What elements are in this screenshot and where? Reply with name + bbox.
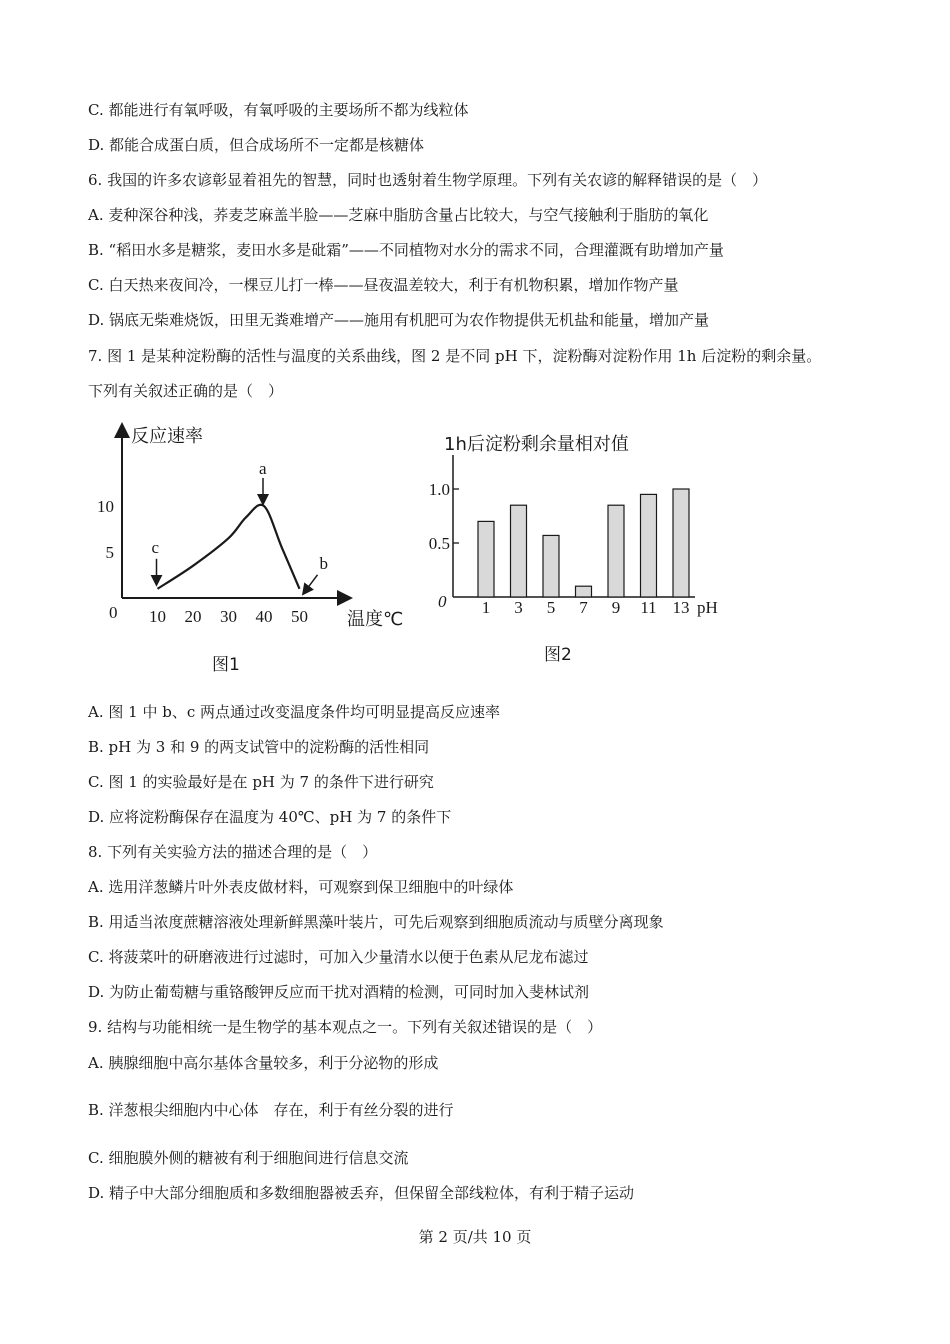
figure-2-label: 图2 xyxy=(544,645,572,665)
origin-label: 0 xyxy=(438,592,447,611)
page-footer: 第 2 页/共 10 页 xyxy=(418,1228,532,1246)
text-line: C. 将菠菜叶的研磨液进行过滤时，可加入少量清水以便于色素从尼龙布滤过 xyxy=(88,948,589,966)
question-7-stem: 7. 图 1 是某种淀粉酶的活性与温度的关系曲线，图 2 是不同 pH 下，淀粉酶对淀粉作用 1h 后淀粉的剩余量。 xyxy=(88,347,822,365)
figure-1-label: 图1 xyxy=(212,655,240,675)
text-line: C. 图 1 的实验最好是在 pH 为 7 的条件下进行研究 xyxy=(88,773,434,791)
text-line: B. 洋葱根尖细胞内中心体 存在，利于有丝分裂的进行 xyxy=(88,1101,454,1119)
text-line: C. 细胞膜外侧的糖被有利于细胞间进行信息交流 xyxy=(88,1149,409,1167)
x-tick-label: 1 xyxy=(481,598,491,617)
annotation-label: b xyxy=(319,553,328,573)
y-tick-label: 10 xyxy=(97,497,114,516)
text-line: A. 图 1 中 b、c 两点通过改变温度条件均可明显提高反应速率 xyxy=(88,703,500,721)
x-tick-label: 11 xyxy=(640,598,657,617)
text-line: A. 胰腺细胞中高尔基体含量较多，利于分泌物的形成 xyxy=(88,1054,439,1072)
x-tick-label: 9 xyxy=(611,598,621,617)
y-tick-label: 5 xyxy=(105,543,114,562)
x-axis-label: pH xyxy=(697,598,718,617)
x-tick-label: 7 xyxy=(579,598,588,617)
annotation-label: c xyxy=(151,537,160,557)
x-axis-label: 温度℃ xyxy=(347,609,404,630)
question-8-stem: 8. 下列有关实验方法的描述合理的是（ ） xyxy=(88,843,378,861)
figure-2-chart xyxy=(420,425,740,625)
x-tick-label: 20 xyxy=(184,607,202,626)
text-line: B. 用适当浓度蔗糖溶液处理新鲜黑藻叶装片，可先后观察到细胞质流动与质壁分离现象 xyxy=(88,913,664,931)
bar xyxy=(576,586,592,597)
x-tick-label: 3 xyxy=(514,598,523,617)
x-tick-label: 13 xyxy=(672,598,690,617)
annotation-label: a xyxy=(259,459,267,478)
text-line: 下列有关叙述正确的是（ ） xyxy=(88,382,284,400)
text-line: A. 选用洋葱鳞片叶外表皮做材料，可观察到保卫细胞中的叶绿体 xyxy=(88,878,514,896)
text-line: C. 白天热来夜间冷，一棵豆儿打一棒——昼夜温差较大，利于有机物积累，增加作物产量 xyxy=(88,276,679,294)
bar xyxy=(543,535,559,597)
text-line: D. 为防止葡萄糖与重铬酸钾反应而干扰对酒精的检测，可同时加入斐林试剂 xyxy=(88,983,590,1001)
x-tick-label: 30 xyxy=(220,607,237,626)
x-tick-label: 5 xyxy=(546,598,556,617)
text-line: D. 应将淀粉酶保存在温度为 40℃、pH 为 7 的条件下 xyxy=(88,808,452,826)
annotation-arrow xyxy=(306,575,318,591)
text-line: C. 都能进行有氧呼吸，有氧呼吸的主要场所不都为线粒体 xyxy=(88,101,469,119)
text-line: D. 都能合成蛋白质，但合成场所不一定都是核糖体 xyxy=(88,136,425,154)
bar xyxy=(673,489,689,597)
bar xyxy=(608,505,624,597)
text-line: A. 麦种深谷种浅，荞麦芝麻盖半脸——芝麻中脂肪含量占比较大，与空气接触利于脂肪的氧化 xyxy=(88,206,709,224)
y-axis-label: 反应速率 xyxy=(131,426,203,447)
y-axis-label: 1h后淀粉剩余量相对值 xyxy=(444,434,629,455)
x-tick-label: 40 xyxy=(255,607,273,626)
y-tick-label: 0.5 xyxy=(428,534,450,553)
text-line: D. 精子中大部分细胞质和多数细胞器被丢弃，但保留全部线粒体，有利于精子运动 xyxy=(88,1184,635,1202)
bar xyxy=(641,494,657,597)
bar xyxy=(478,521,494,597)
bar xyxy=(511,505,527,597)
figure-1-chart xyxy=(95,420,425,640)
x-tick-label: 50 xyxy=(291,607,308,626)
question-6-stem: 6. 我国的许多农谚彰显着祖先的智慧，同时也透射着生物学原理。下列有关农谚的解释错误的是（ ） xyxy=(88,171,768,189)
y-tick-label: 1.0 xyxy=(428,480,450,499)
question-9-stem: 9. 结构与功能相统一是生物学的基本观点之一。下列有关叙述错误的是（ ） xyxy=(88,1018,603,1036)
text-line: B. “稻田水多是糖浆，麦田水多是砒霜”——不同植物对水分的需求不同，合理灌溉有助增加产量 xyxy=(88,241,724,259)
x-tick-label: 10 xyxy=(149,607,166,626)
text-line: D. 锅底无柴难烧饭，田里无粪难增产——施用有机肥可为农作物提供无机盐和能量，增加产量 xyxy=(88,311,710,329)
activity-curve xyxy=(158,505,300,589)
origin-label: 0 xyxy=(109,603,118,622)
text-line: B. pH 为 3 和 9 的两支试管中的淀粉酶的活性相同 xyxy=(88,738,430,756)
